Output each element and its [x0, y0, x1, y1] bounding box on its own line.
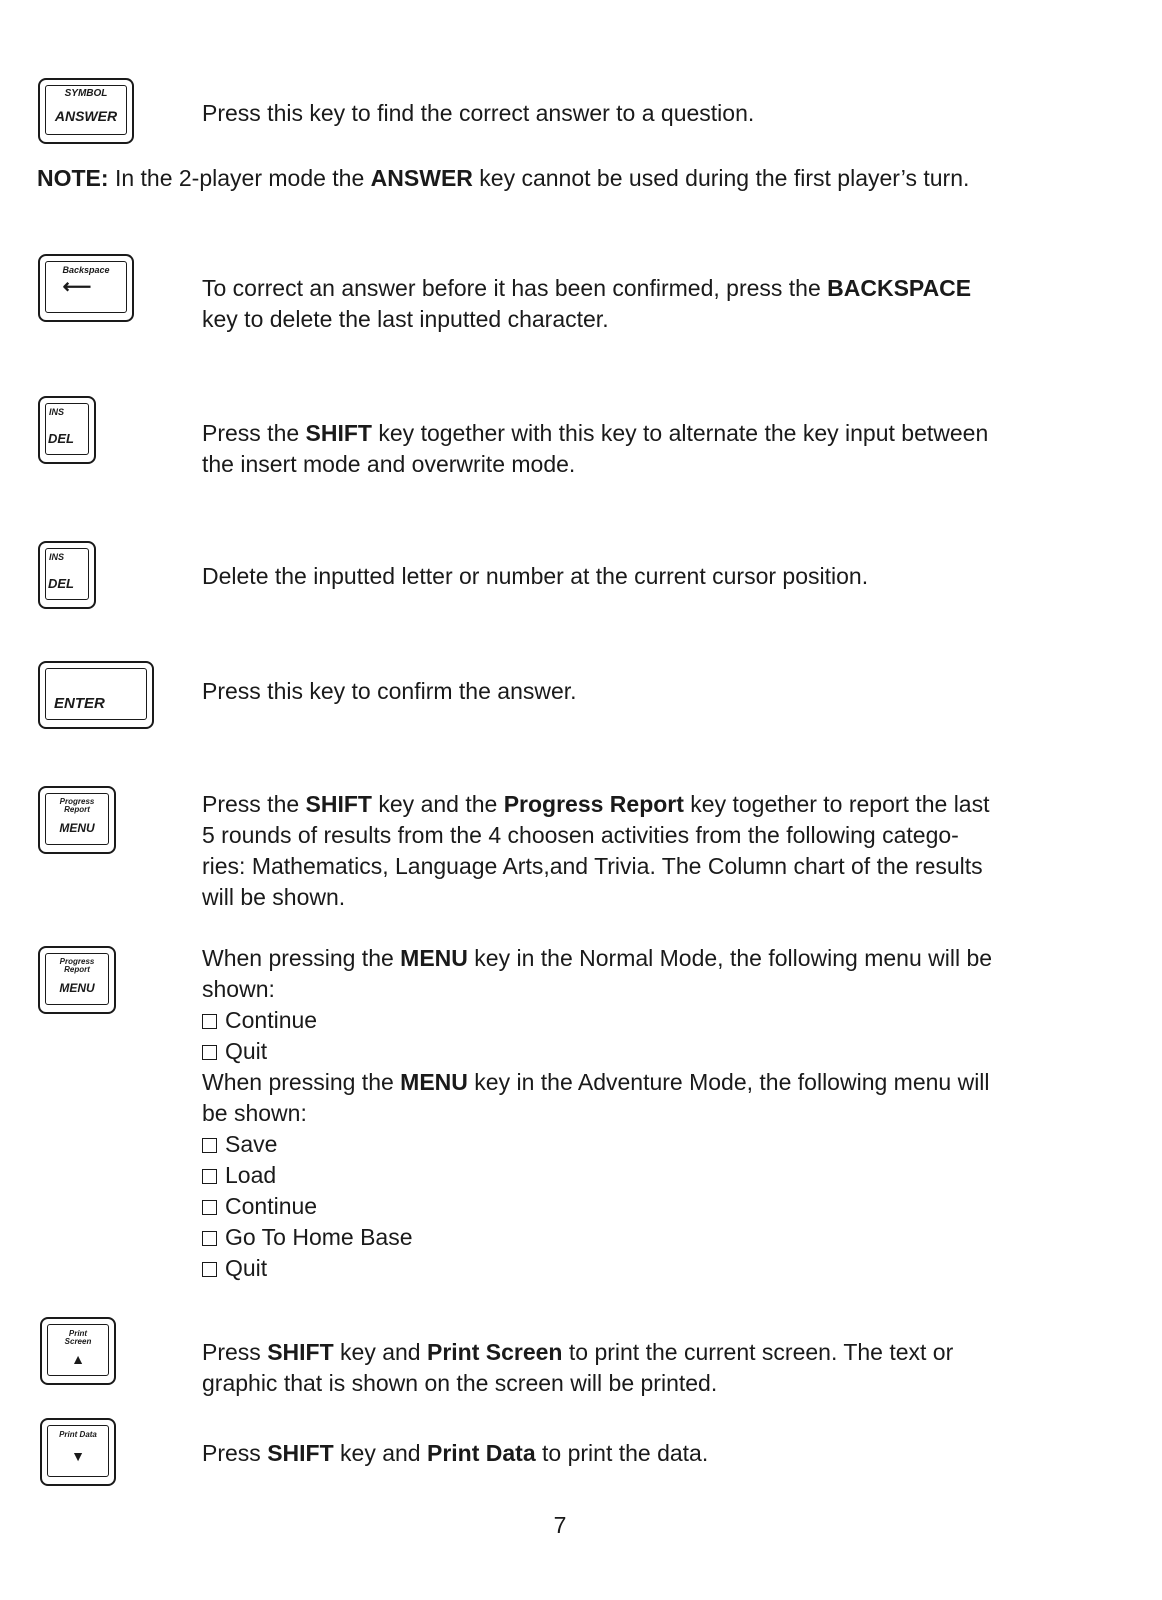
- backspace-arrow-icon: ⟵: [62, 276, 92, 298]
- key-bottom-label: DEL: [48, 431, 74, 446]
- menu-option: [202, 1129, 1082, 1160]
- print-data-description: [202, 1438, 1082, 1469]
- progress-report-description: [202, 789, 1082, 913]
- key-top-label: INS: [49, 407, 65, 417]
- enter-key-icon: [38, 661, 154, 729]
- key-bottom-label: MENU: [59, 821, 95, 835]
- text: the insert mode and overwrite mode.: [202, 451, 576, 477]
- text: will be shown.: [202, 884, 346, 910]
- del-description: [202, 561, 1082, 592]
- text: When pressing the: [202, 945, 401, 971]
- page-number: 7: [553, 1512, 567, 1538]
- menu-option: [202, 1222, 1082, 1253]
- menu-option: [202, 1005, 1082, 1036]
- bold-text: MENU: [400, 1069, 468, 1095]
- bold-text: Print Screen: [426, 1339, 563, 1365]
- text: key together to report the last: [683, 791, 990, 817]
- checkbox-icon: [202, 1045, 217, 1060]
- key-label: ENTER: [54, 695, 105, 712]
- bold-text: ANSWER: [370, 165, 473, 191]
- text: When pressing the: [202, 1069, 401, 1095]
- text: key cannot be used during the first player’s turn.: [472, 165, 970, 191]
- text: key and the: [372, 791, 504, 817]
- key-bottom-label: ANSWER: [54, 108, 118, 124]
- print-screen-description: [202, 1337, 1082, 1399]
- print-screen-key-icon: [40, 1317, 116, 1385]
- progress-menu-key-icon: [38, 946, 116, 1014]
- text: graphic that is shown on the screen will be printed.: [202, 1370, 718, 1396]
- key-top-label: Screen: [64, 1337, 92, 1346]
- text: to print the data.: [535, 1440, 709, 1466]
- key-top-label: Report: [64, 965, 90, 974]
- print-data-key-icon: [40, 1418, 116, 1486]
- checkbox-icon: [202, 1262, 217, 1277]
- menu-description: [202, 943, 1082, 1284]
- text: To correct an answer before it has been confirmed, press the: [202, 275, 828, 301]
- text: key and: [333, 1339, 427, 1365]
- checkbox-icon: [202, 1231, 217, 1246]
- text: key to delete the last inputted character.: [202, 306, 609, 332]
- ins-del-key-icon: [38, 541, 96, 609]
- enter-description: [202, 676, 1082, 707]
- down-arrow-icon: ▼: [71, 1448, 85, 1464]
- key-top-label: Progress: [59, 957, 95, 966]
- text: Press the: [202, 420, 306, 446]
- backspace-description: [202, 273, 1082, 335]
- text: to print the current screen. The text or: [562, 1339, 954, 1365]
- key-top-label: Backspace: [62, 265, 110, 275]
- menu-option-label: Quit: [225, 1038, 268, 1064]
- bold-text: Progress Report: [503, 791, 684, 817]
- menu-option: [202, 1160, 1082, 1191]
- menu-option-label: Go To Home Base: [225, 1224, 413, 1250]
- key-top-label: SYMBOL: [64, 88, 108, 99]
- note-label: NOTE:: [37, 165, 109, 191]
- note-paragraph: [37, 163, 969, 194]
- menu-option-label: Save: [225, 1131, 278, 1157]
- bold-text: SHIFT: [267, 1339, 334, 1365]
- text: 5 rounds of results from the 4 choosen activities from the following catego-: [202, 822, 959, 848]
- menu-option: [202, 1253, 1082, 1284]
- text: Press the: [202, 791, 306, 817]
- bold-text: SHIFT: [305, 791, 372, 817]
- menu-option-label: Continue: [225, 1193, 318, 1219]
- up-arrow-icon: ▲: [71, 1351, 85, 1367]
- key-top-label: Report: [64, 805, 90, 814]
- progress-menu-key-icon: [38, 786, 116, 854]
- bold-text: BACKSPACE: [827, 275, 972, 301]
- answer-description: [202, 98, 1082, 129]
- key-bottom-label: MENU: [59, 981, 95, 995]
- backspace-key-icon: [38, 254, 134, 322]
- text: key in the Adventure Mode, the following menu will: [467, 1069, 990, 1095]
- key-top-label: Progress: [59, 797, 95, 806]
- text: Press this key to confirm the answer.: [202, 678, 577, 704]
- key-top-label: Print Data: [59, 1430, 97, 1439]
- text: key and: [333, 1440, 427, 1466]
- checkbox-icon: [202, 1014, 217, 1029]
- bold-text: Print Data: [426, 1440, 536, 1466]
- bold-text: SHIFT: [267, 1440, 334, 1466]
- bold-text: MENU: [400, 945, 468, 971]
- text: shown:: [202, 976, 275, 1002]
- menu-option-label: Load: [225, 1162, 277, 1188]
- text: In the 2-player mode the: [108, 165, 371, 191]
- text: key in the Normal Mode, the following menu will be: [467, 945, 993, 971]
- checkbox-icon: [202, 1169, 217, 1184]
- text: Delete the inputted letter or number at the current cursor position.: [202, 563, 869, 589]
- menu-option-label: Quit: [225, 1255, 268, 1281]
- key-top-label: INS: [49, 552, 65, 562]
- text: key together with this key to alternate the key input between: [372, 420, 989, 446]
- text: Press this key to find the correct answer to a question.: [202, 100, 755, 126]
- menu-option: [202, 1036, 1082, 1067]
- text: be shown:: [202, 1100, 307, 1126]
- answer-key-icon: [38, 78, 134, 144]
- text: ries: Mathematics, Language Arts,and Trivia. The Column chart of the results: [202, 853, 983, 879]
- ins-del-key-icon: [38, 396, 96, 464]
- text: Press: [202, 1440, 268, 1466]
- text: Press: [202, 1339, 268, 1365]
- checkbox-icon: [202, 1138, 217, 1153]
- key-top-label: Print: [68, 1329, 88, 1338]
- bold-text: SHIFT: [305, 420, 372, 446]
- checkbox-icon: [202, 1200, 217, 1215]
- shift-ins-description: [202, 418, 1082, 480]
- menu-option-label: Continue: [225, 1007, 318, 1033]
- menu-option: [202, 1191, 1082, 1222]
- key-bottom-label: DEL: [48, 576, 74, 591]
